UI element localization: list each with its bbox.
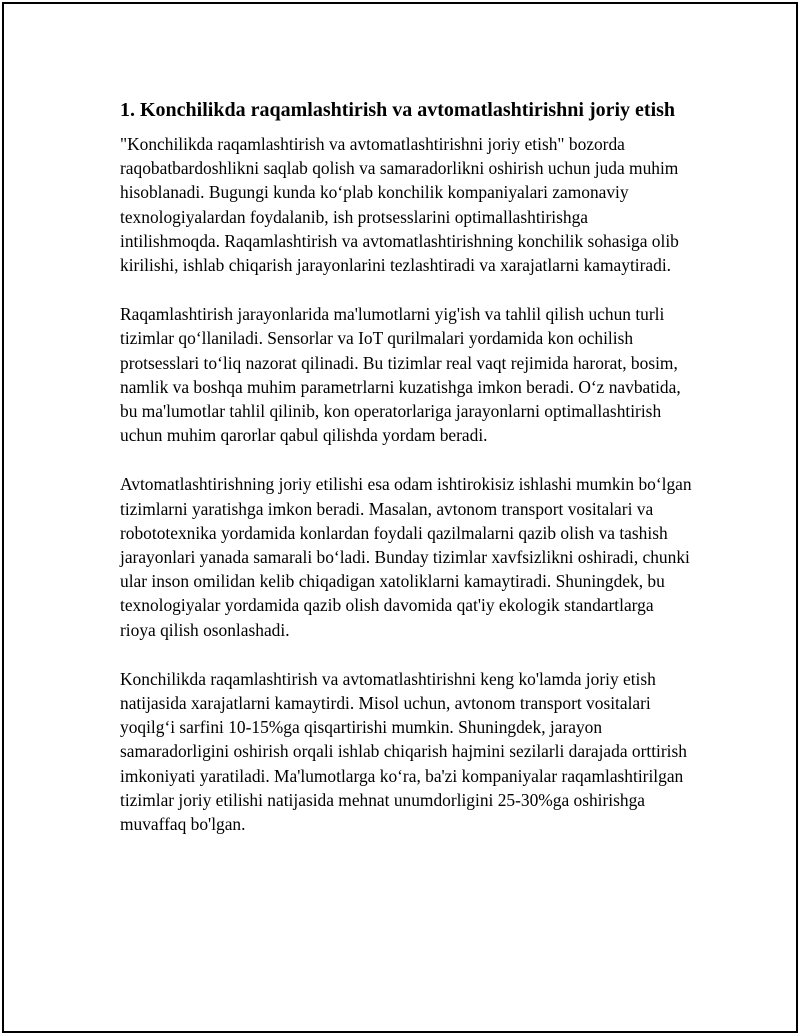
paragraph-4: Konchilikda raqamlashtirish va avtomatlashtirishni keng ko'lamda joriy etish natijasida xarajatlarni kamaytirdi. Misol uchun, avtonom transport vositalari yoqilg‘i sarfini 10-15%ga qisqartirishi mumkin. Shuningdek, jarayon samaradorligini oshirish orqali ishlab chiqarish hajmini sezilarli darajada orttirish imkoniyati yaratiladi. Ma'lumotlarga ko‘ra, ba'zi kompaniyalar raqamlashtirilgan tizimlar joriy etilishi natijasida mehnat unumdorligini 25-30%ga oshirishga muvaffaq bo'lgan. bbox=[120, 668, 687, 835]
paragraph-1: "Konchilikda raqamlashtirish va avtomatlashtirishni joriy etish" bozorda raqobatbardoshlikni saqlab qolish va samaradorlikni oshirish uchun juda muhim hisoblanadi. Bugungi kunda ko‘plab konchilik kompaniyalari zamonaviy texnologiyalardan foydalanib, ish protsesslarini optimallashtirishga intilishmoqda. Raqamlashtirish va avtomatlashtirishning konchilik sohasiga olib kirilishi, ishlab chiqarish jarayonlarini tezlashtiradi va xarajatlarni kamaytiradi. bbox=[120, 134, 679, 276]
document-body bbox=[120, 96, 692, 861]
paragraph-2: Raqamlashtirish jarayonlarida ma'lumotlarni yig'ish va tahlil qilish uchun turli tizimlar qo‘llaniladi. Sensorlar va IoT qurilmalari yordamida kon ochilish protsesslari to‘liq nazorat qilinadi. Bu tizimlar real vaqt rejimida harorat, bosim, namlik va boshqa muhim parametrlarni kuzatishga imkon beradi. O‘z navbatida, bu ma'lumotlar tahlil qilinib, kon operatorlariga jarayonlarni optimallashtirish uchun muhim qarorlar qabul qilishda yordam beradi. bbox=[120, 304, 681, 446]
page-border bbox=[2, 2, 798, 1033]
paragraph-3: Avtomatlashtirishning joriy etilishi esa odam ishtirokisiz ishlashi mumkin bo‘lgan tizimlarni yaratishga imkon beradi. Masalan, avtonom transport vositalari va robototexnika yordamida konlardan foydali qazilmalarni qazib olish va tashish jarayonlari yanada samarali bo‘ladi. Bunday tizimlar xavfsizlikni oshiradi, chunki ular inson omilidan kelib chiqadigan xatoliklarni kamaytiradi. Shuningdek, bu texnologiyalar yordamida qazib olish davomida qat'iy ekologik standartlarga rioya qilish osonlashadi. bbox=[120, 474, 692, 640]
section-heading: 1. Konchilikda raqamlashtirish va avtomatlashtirishni joriy etish bbox=[120, 99, 676, 121]
